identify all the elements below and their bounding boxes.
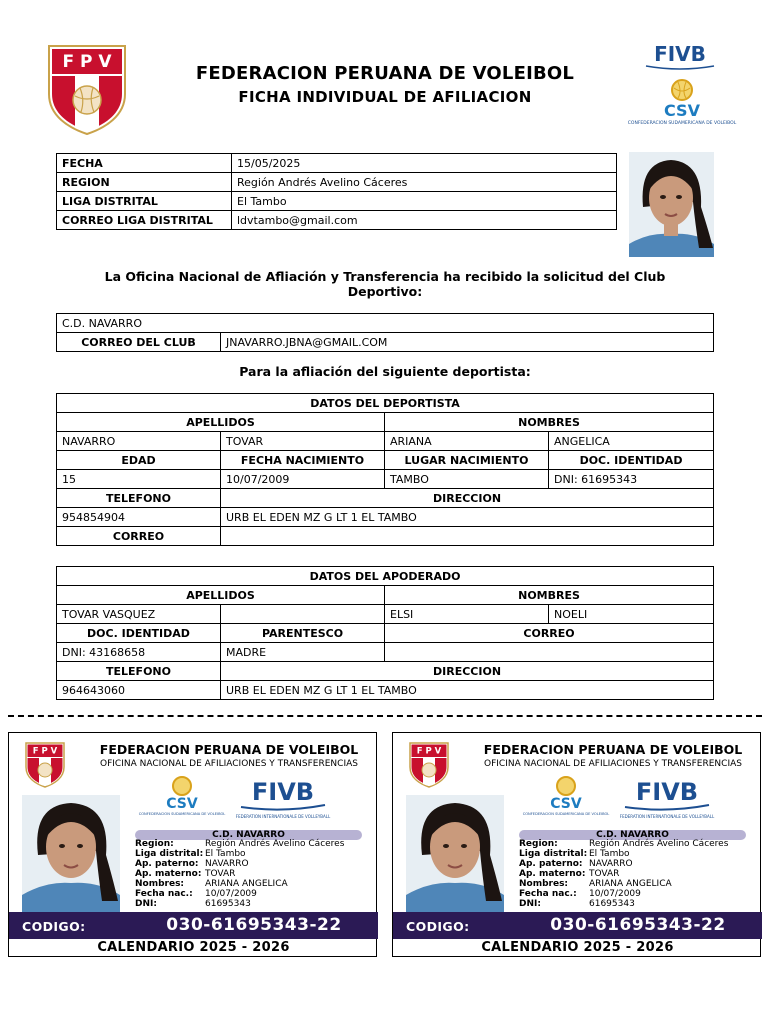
guardian-table	[56, 566, 714, 700]
fecha-value: 15/05/2025	[232, 154, 617, 173]
fivb-logo	[621, 779, 713, 821]
club-email-label: CORREO DEL CLUB	[57, 333, 221, 352]
card-field-value: TOVAR	[589, 869, 620, 879]
liga-label: LIGA DISTRITAL	[57, 192, 232, 211]
card-field-label: Region:	[135, 839, 174, 849]
card-subtitle: OFICINA NACIONAL DE AFILIACIONES Y TRANSFERENCIAS	[484, 759, 742, 769]
card-photo	[22, 795, 120, 912]
card-field-value: ARIANA ANGELICA	[205, 879, 288, 889]
guardian-nombre2: NOELI	[549, 605, 714, 624]
card-field	[519, 869, 759, 879]
card-field	[135, 869, 375, 879]
card-title: FEDERACION PERUANA DE VOLEIBOL	[483, 742, 743, 757]
table-row	[57, 508, 714, 527]
card-field-label: DNI:	[519, 899, 541, 909]
athlete-correo-label: CORREO	[57, 527, 221, 546]
guardian-telefono-label: TELEFONO	[57, 662, 221, 681]
csv-logo-text: CSV	[166, 796, 198, 812]
csv-logo	[522, 776, 610, 828]
id-card-right	[392, 732, 761, 957]
csv-caption: CONFEDERACION SUDAMERICANA DE VOLEIBOL	[522, 812, 610, 816]
fivb-logo-text: FIVB	[251, 778, 315, 806]
card-field-label: Ap. materno:	[135, 869, 202, 879]
table-row	[57, 211, 617, 230]
region-value: Región Andrés Avelino Cáceres	[232, 173, 617, 192]
table-row	[57, 662, 714, 681]
athlete-lugar-nac: TAMBO	[385, 470, 549, 489]
csv-caption: CONFEDERACION SUDAMERICANA DE VOLEIBOL	[627, 121, 737, 126]
card-field-label: Ap. paterno:	[135, 859, 199, 869]
athlete-telefono: 954854904	[57, 508, 221, 527]
table-row	[57, 567, 714, 586]
card-field-label: Liga distrital:	[519, 849, 588, 859]
card-field	[519, 839, 759, 849]
table-row	[57, 413, 714, 432]
fivb-caption: FEDERATION INTERNATIONALE DE VOLLEYBALL	[619, 814, 715, 819]
card-field	[135, 849, 375, 859]
card-field	[519, 899, 759, 909]
fpv-logo	[47, 44, 127, 136]
athlete-direccion: URB EL EDEN MZ G LT 1 EL TAMBO	[221, 508, 714, 527]
card-field	[135, 899, 375, 909]
table-row	[57, 605, 714, 624]
club-name: C.D. NAVARRO	[57, 314, 714, 333]
guardian-telefono: 964643060	[57, 681, 221, 700]
card-code-bar	[9, 912, 378, 939]
athlete-doc: DNI: 61695343	[549, 470, 714, 489]
fivb-logo-text: FIVB	[654, 42, 706, 66]
athlete-edad: 15	[57, 470, 221, 489]
notice-text: La Oficina Nacional de Afliación y Transferencia ha recibido la solicitud del Club Deportivo:	[104, 269, 666, 299]
guardian-correo-label: CORREO	[385, 624, 714, 643]
table-row	[57, 489, 714, 508]
athlete-photo	[629, 152, 714, 257]
correo-liga-label: CORREO LIGA DISTRITAL	[57, 211, 232, 230]
fivb-logo	[640, 42, 720, 72]
card-field-value: El Tambo	[205, 849, 246, 859]
card-field-label: Ap. paterno:	[519, 859, 583, 869]
card-field	[519, 859, 759, 869]
federation-title: FEDERACION PERUANA DE VOLEIBOL	[195, 63, 575, 84]
guardian-apellidos-label: APELLIDOS	[57, 586, 385, 605]
guardian-nombres-label: NOMBRES	[385, 586, 714, 605]
athlete-apellido1: NAVARRO	[57, 432, 221, 451]
table-row	[57, 314, 714, 333]
card-field	[135, 879, 375, 889]
card-code-value: 030-61695343-22	[166, 915, 342, 935]
athlete-nombre1: ARIANA	[385, 432, 549, 451]
card-field-value: 10/07/2009	[589, 889, 641, 899]
table-row	[57, 527, 714, 546]
card-title: FEDERACION PERUANA DE VOLEIBOL	[99, 742, 359, 757]
card-field-value: NAVARRO	[589, 859, 633, 869]
card-field-value: 10/07/2009	[205, 889, 257, 899]
guardian-nombre1: ELSI	[385, 605, 549, 624]
card-field	[135, 839, 375, 849]
athlete-nombres-label: NOMBRES	[385, 413, 714, 432]
table-row	[57, 681, 714, 700]
card-subtitle: OFICINA NACIONAL DE AFILIACIONES Y TRANSFERENCIAS	[100, 759, 358, 769]
fecha-label: FECHA	[57, 154, 232, 173]
athlete-telefono-label: TELEFONO	[57, 489, 221, 508]
card-field-value: TOVAR	[205, 869, 236, 879]
club-table	[56, 313, 714, 352]
athlete-direccion-label: DIRECCION	[221, 489, 714, 508]
athlete-intro-text: Para la afliación del siguiente deportista:	[239, 364, 531, 379]
athlete-section-title: DATOS DEL DEPORTISTA	[57, 394, 714, 413]
id-card-left	[8, 732, 377, 957]
card-field-value: NAVARRO	[205, 859, 249, 869]
card-field-label: DNI:	[135, 899, 157, 909]
club-email: JNAVARRO.JBNA@GMAIL.COM	[221, 333, 714, 352]
cut-line-divider	[8, 715, 762, 717]
fpv-logo-text: F P V	[32, 746, 58, 757]
table-row	[57, 432, 714, 451]
card-code-value: 030-61695343-22	[550, 915, 726, 935]
csv-logo-text: CSV	[550, 796, 582, 812]
guardian-apellido2	[221, 605, 385, 624]
card-calendar: CALENDARIO 2025 - 2026	[481, 940, 674, 955]
card-photo	[406, 795, 504, 912]
guardian-parentesco: MADRE	[221, 643, 385, 662]
guardian-apellido1: TOVAR VASQUEZ	[57, 605, 221, 624]
table-row	[57, 333, 714, 352]
athlete-apellidos-label: APELLIDOS	[57, 413, 385, 432]
fpv-logo	[408, 742, 450, 788]
card-field	[135, 859, 375, 869]
card-club: C.D. NAVARRO	[519, 830, 746, 840]
guardian-section-title: DATOS DEL APODERADO	[57, 567, 714, 586]
table-row	[57, 173, 617, 192]
athlete-lugar-nac-label: LUGAR NACIMIENTO	[385, 451, 549, 470]
card-field-label: Nombres:	[135, 879, 185, 889]
athlete-edad-label: EDAD	[57, 451, 221, 470]
table-row	[57, 470, 714, 489]
guardian-doc-label: DOC. IDENTIDAD	[57, 624, 221, 643]
registration-table	[56, 153, 617, 230]
guardian-direccion-label: DIRECCION	[221, 662, 714, 681]
card-info	[135, 839, 375, 909]
guardian-direccion: URB EL EDEN MZ G LT 1 EL TAMBO	[221, 681, 714, 700]
card-info	[519, 839, 759, 909]
fivb-caption: FEDERATION INTERNATIONALE DE VOLLEYBALL	[235, 814, 331, 819]
athlete-apellido2: TOVAR	[221, 432, 385, 451]
csv-logo-text: CSV	[664, 101, 700, 120]
table-row	[57, 624, 714, 643]
card-code-label: CODIGO:	[22, 919, 86, 934]
form-title: FICHA INDIVIDUAL DE AFILIACION	[238, 88, 532, 106]
card-field-value: ARIANA ANGELICA	[589, 879, 672, 889]
card-field-label: Ap. materno:	[519, 869, 586, 879]
card-field-label: Fecha nac.:	[519, 889, 577, 899]
card-code-bar	[393, 912, 762, 939]
table-row	[57, 451, 714, 470]
liga-value: El Tambo	[232, 192, 617, 211]
csv-caption: CONFEDERACION SUDAMERICANA DE VOLEIBOL	[138, 812, 226, 816]
athlete-fecha-nac: 10/07/2009	[221, 470, 385, 489]
card-field	[519, 879, 759, 889]
fpv-logo-text: F P V	[62, 52, 112, 72]
csv-logo	[627, 78, 737, 138]
card-field-value: 61695343	[589, 899, 635, 909]
card-field-label: Fecha nac.:	[135, 889, 193, 899]
table-row	[57, 586, 714, 605]
fpv-logo	[24, 742, 66, 788]
fpv-logo-text: F P V	[416, 746, 442, 757]
fivb-logo-text: FIVB	[635, 778, 699, 806]
correo-liga-value: ldvtambo@gmail.com	[232, 211, 617, 230]
card-field	[519, 889, 759, 899]
table-row	[57, 192, 617, 211]
card-club: C.D. NAVARRO	[135, 830, 362, 840]
card-field-value: Región Andrés Avelino Cáceres	[589, 839, 729, 849]
athlete-correo	[221, 527, 714, 546]
csv-logo	[138, 776, 226, 828]
athlete-table	[56, 393, 714, 546]
table-row	[57, 394, 714, 413]
card-field-label: Region:	[519, 839, 558, 849]
fivb-logo	[237, 779, 329, 821]
card-calendar: CALENDARIO 2025 - 2026	[97, 940, 290, 955]
athlete-nombre2: ANGELICA	[549, 432, 714, 451]
guardian-doc: DNI: 43168658	[57, 643, 221, 662]
card-field	[519, 849, 759, 859]
athlete-fecha-nac-label: FECHA NACIMIENTO	[221, 451, 385, 470]
table-row	[57, 643, 714, 662]
guardian-parentesco-label: PARENTESCO	[221, 624, 385, 643]
card-field-value: Región Andrés Avelino Cáceres	[205, 839, 345, 849]
card-field-value: El Tambo	[589, 849, 630, 859]
guardian-correo	[385, 643, 714, 662]
card-field	[135, 889, 375, 899]
card-code-label: CODIGO:	[406, 919, 470, 934]
region-label: REGION	[57, 173, 232, 192]
athlete-doc-label: DOC. IDENTIDAD	[549, 451, 714, 470]
card-field-label: Liga distrital:	[135, 849, 204, 859]
card-field-label: Nombres:	[519, 879, 569, 889]
card-field-value: 61695343	[205, 899, 251, 909]
table-row	[57, 154, 617, 173]
